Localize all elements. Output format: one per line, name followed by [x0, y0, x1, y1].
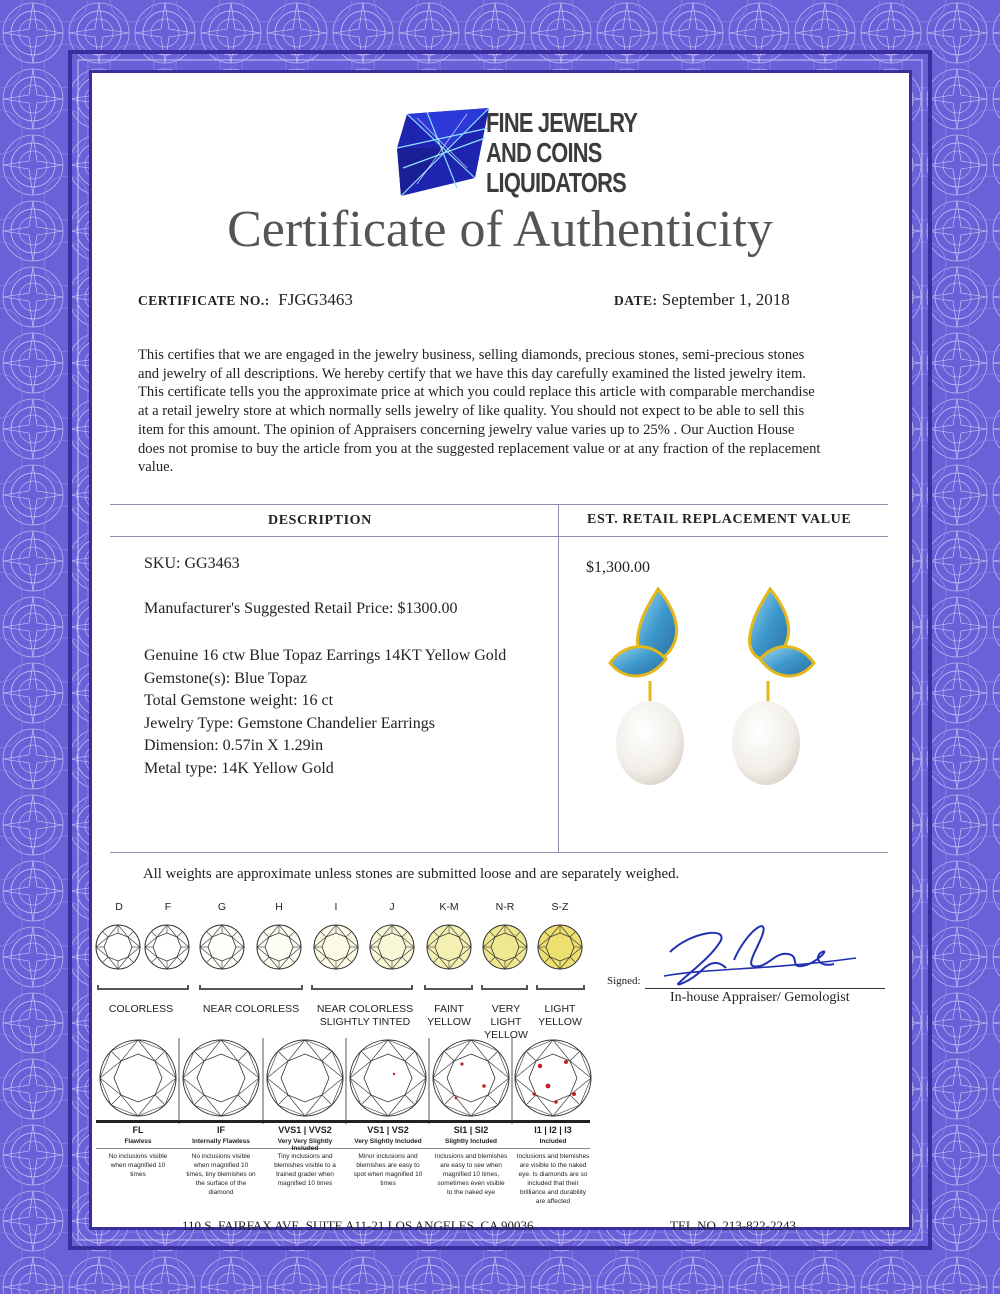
certificate-date: DATE: September 1, 2018	[614, 290, 790, 309]
color-category: COLORLESS	[108, 1003, 174, 1015]
grade-label: J	[389, 901, 395, 913]
color-category: LIGHT YELLOW	[538, 1003, 582, 1028]
grade-label: I	[334, 901, 338, 913]
color-category: VERY LIGHT YELLOW	[484, 1003, 528, 1041]
grade-label: D	[115, 901, 123, 913]
clarity-description: No inclusions visible when magnified 10 times, tiny blemishes on the surface of the diamond	[186, 1153, 256, 1196]
gem-logo-icon	[397, 108, 493, 200]
clarity-name: Very Slightly Included	[354, 1138, 422, 1145]
clarity-code: I1 | I2 | I3	[534, 1125, 572, 1135]
msrp: Manufacturer's Suggested Retail Price: $1300.00	[144, 600, 458, 617]
clarity-name: Internally Flawless	[192, 1138, 250, 1145]
brand-name: FINE JEWELRY AND COINS LIQUIDATORS	[486, 107, 638, 198]
table-bottom-rule	[110, 852, 888, 853]
clarity-description: Inclusions and blemishes are visible to the naked eye. Is diamonds are so included that their brilliance and durability are affected	[516, 1153, 590, 1205]
clarity-name: Very Very Slightly Included	[277, 1138, 333, 1152]
table-header-rule	[110, 536, 888, 537]
clarity-description: Tiny inclusions and blemishes visible to a trained grader when magnified 10 times	[274, 1153, 336, 1187]
clarity-bar	[96, 1120, 590, 1123]
clarity-code: VS1 | VS2	[367, 1125, 409, 1135]
clarity-name: Flawless	[124, 1138, 152, 1145]
grade-label: G	[217, 901, 227, 913]
clarity-description: No inclusions visible when magnified 10 times	[108, 1153, 168, 1178]
table-column-divider	[558, 504, 559, 852]
clarity-description: Inclusions and blemishes are easy to see when magnified 10 times, sometimes even visible to the naked eye	[434, 1153, 508, 1196]
earrings-image	[600, 585, 840, 805]
clarity-code: FL	[132, 1125, 144, 1135]
color-scale-diamonds	[90, 915, 590, 995]
certificate-number: CERTIFICATE NO.: FJGG3463	[138, 290, 353, 309]
color-category: NEAR COLORLESS	[202, 1003, 300, 1015]
phone: TEL.NO. 213-822-2243	[670, 1218, 797, 1233]
clarity-description: Minor inclusions and blemishes are easy to spot when magnified 10 times	[353, 1153, 423, 1187]
address: 110 S. FAIRFAX AVE. SUITE A11-21 LOS ANGELES, CA 90036	[182, 1218, 534, 1233]
grade-label: K-M	[439, 901, 459, 913]
sku: SKU: GG3463	[144, 555, 240, 572]
replacement-value: $1,300.00	[586, 559, 650, 576]
item-details: Genuine 16 ctw Blue Topaz Earrings 14KT Yellow Gold Gemstone(s): Blue Topaz Total Gemstone weight: 16 ct Jewelry Type: Gemstone Chandelier Earrings Dimension: 0.57in X 1.29in Metal type: 14K Yellow Gold	[144, 647, 507, 777]
handwritten-signature	[650, 912, 870, 992]
clarity-name: Slightly Included	[444, 1138, 497, 1145]
table-top-rule	[110, 504, 888, 505]
clarity-code: VVS1 | VVS2	[278, 1125, 332, 1135]
grade-label: H	[275, 901, 283, 913]
description-header: DESCRIPTION	[268, 513, 372, 528]
value-header: EST. RETAIL REPLACEMENT VALUE	[587, 512, 852, 527]
certification-statement: This certifies that we are engaged in the jewelry business, selling diamonds, precious stones, semi-precious stones and jewelry of all descriptions. We hereby certify that we have this day carefully examined the listed jewelry item. This certificate tells you the approximate price at which you could replace this article with comparable merchandise at a retail jewelry store at which normally sells jewelry of like quality. You should not expect to be able to sell this item for this amount. The opinion of Appraisers concerning jewelry value varies up to 25% . Our Auction House does not promise to buy the article from you at the suggested replacement value or at any fraction of the replacement value.	[138, 347, 821, 476]
grade-label: N-R	[495, 901, 515, 913]
clarity-code: IF	[217, 1125, 225, 1135]
signed-label: Signed:	[607, 975, 641, 987]
clarity-scale-diamonds	[96, 1034, 596, 1126]
clarity-name: Included	[539, 1138, 567, 1145]
clarity-code: SI1 | SI2	[453, 1125, 489, 1135]
grade-label: S-Z	[551, 901, 569, 913]
color-category: FAINT YELLOW	[427, 1003, 471, 1028]
weights-note: All weights are approximate unless stones are submitted loose and are separately weighed.	[143, 866, 680, 882]
color-category: NEAR COLORLESS SLIGHTLY TINTED	[316, 1003, 414, 1028]
appraiser-title: In-house Appraiser/ Gemologist	[670, 990, 850, 1005]
grade-label: F	[164, 901, 172, 913]
page-title: Certificate of Authenticity	[227, 201, 773, 258]
